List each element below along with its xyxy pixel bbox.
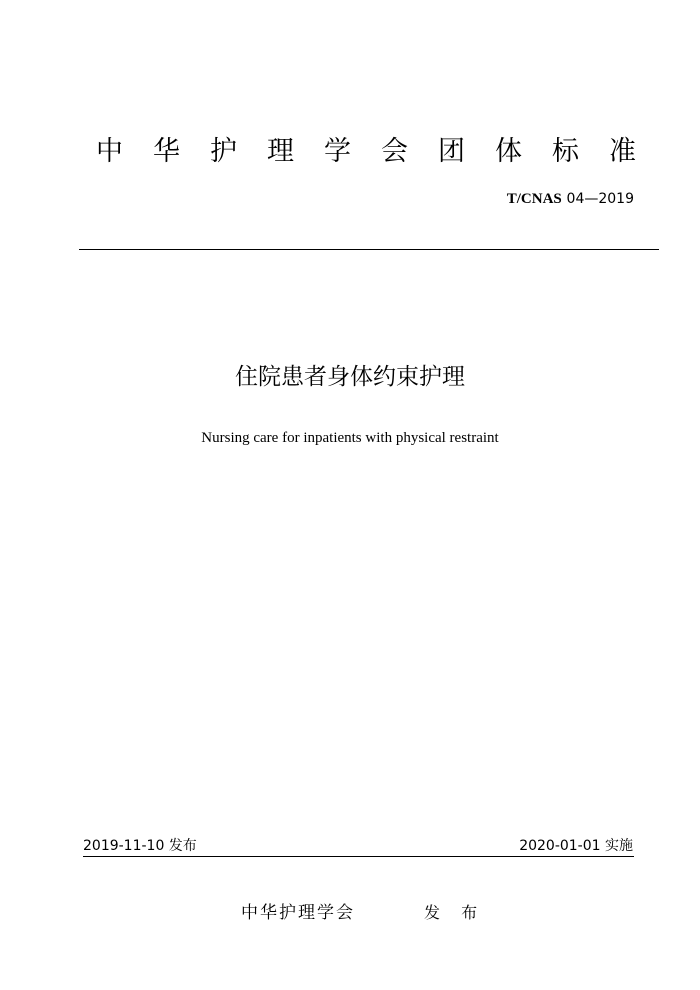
heading-char: 学 — [324, 136, 351, 167]
heading-char: 华 — [153, 136, 180, 167]
heading-char: 中 — [96, 136, 123, 167]
standard-number — [507, 188, 634, 209]
publish-label: 发 布 — [424, 903, 486, 922]
implementation-date: 2020-01-01 实施 — [519, 838, 633, 854]
release-date: 2019-11-10 发布 — [83, 838, 197, 854]
organization-standard-heading — [96, 130, 636, 174]
heading-char: 团 — [438, 136, 465, 167]
standard-prefix: T/CNAS — [506, 191, 562, 207]
document-title-chinese: 住院患者身体约束护理 — [235, 364, 465, 390]
date-divider — [83, 856, 634, 857]
standard-code: 04—2019 — [566, 191, 634, 207]
heading-char: 准 — [609, 136, 636, 167]
heading-char: 体 — [495, 136, 522, 167]
heading-char: 标 — [552, 136, 579, 167]
date-row — [83, 836, 633, 856]
header-divider — [79, 249, 659, 250]
heading-char: 护 — [210, 136, 237, 167]
publisher-name: 中华护理学会 — [241, 903, 355, 923]
heading-char: 会 — [381, 136, 408, 167]
heading-char: 理 — [267, 136, 294, 167]
document-title-english: Nursing care for inpatients with physical restraint — [201, 430, 499, 446]
